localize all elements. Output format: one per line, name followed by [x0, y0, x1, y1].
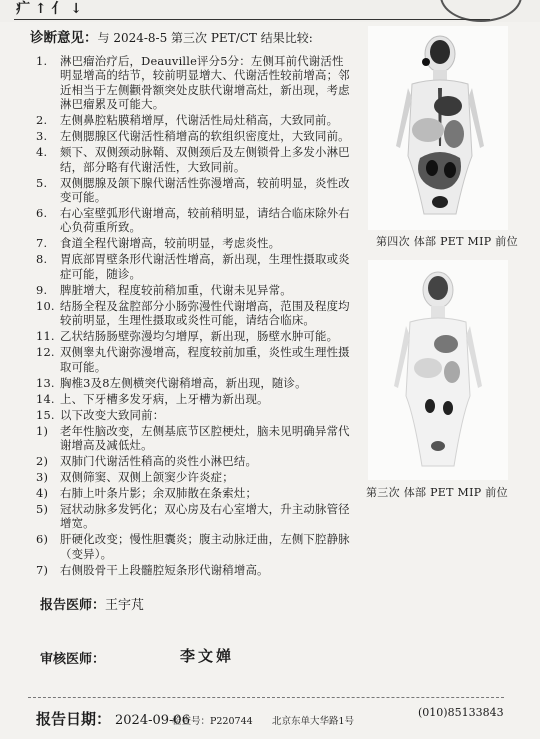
finding-number: 12. — [36, 345, 55, 360]
finding-item — [36, 54, 352, 112]
diagnosis-label: 诊断意见： — [30, 30, 98, 46]
finding-item — [36, 424, 352, 453]
finding-text: 双侧腮腺及颌下腺代谢活性弥漫增高，较前明显，炎性改变可能。 — [60, 175, 350, 205]
finding-text: 胃底部胃壁条形代谢活性增高，新出现，生理性摄取或炎症可能，随诊。 — [60, 252, 350, 281]
finding-text: 脾脏增大，程度较前稍加重，代谢未见异常。 — [60, 282, 292, 297]
finding-number: 5. — [36, 175, 48, 190]
finding-number: 2. — [36, 113, 48, 128]
finding-number: 8. — [36, 252, 48, 267]
finding-text: 左侧鼻腔粘膜稍增厚，代谢活性局灶稍高，大致同前。 — [60, 113, 339, 128]
finding-number: 6) — [36, 532, 49, 547]
finding-item — [36, 129, 352, 143]
finding-text: 冠状动脉多发钙化；双心房及右心室增大，升主动脉管径增宽。 — [60, 502, 350, 531]
finding-number: 11. — [36, 329, 55, 344]
report-date-value: 2024-09-06 — [115, 713, 190, 728]
finding-text: 右肺上叶条片影；余双肺散在条索灶； — [60, 486, 258, 501]
finding-number: 1) — [36, 423, 49, 438]
finding-text: 乙状结肠肠壁弥漫均匀增厚，新出现，肠壁水肿可能。 — [60, 329, 339, 344]
diagnosis-heading — [30, 26, 313, 46]
finding-text: 上、下牙槽多发牙病，上牙槽为新出现。 — [60, 391, 269, 406]
findings-list — [36, 54, 352, 579]
report-date — [36, 708, 190, 729]
finding-text: 双侧睾丸代谢弥漫增高，程度较前加重，炎性或生理性摄取可能。 — [60, 345, 350, 374]
finding-item — [36, 176, 352, 205]
reviewer-signature: 李文婵 — [180, 647, 235, 665]
finding-text: 老年性脑改变，左侧基底节区腔梗灶，脑未见明确异常代谢增高及减低灶。 — [60, 423, 350, 453]
finding-number: 13. — [36, 375, 55, 390]
finding-number: 3. — [36, 129, 48, 144]
reporter-row — [40, 594, 144, 613]
finding-item — [36, 376, 352, 390]
finding-text: 颏下、双侧颈动脉鞘、双侧颈后及左侧锁骨上多发小淋巴结，部分略有代谢活性，大致同前。 — [60, 145, 350, 174]
finding-item — [36, 236, 352, 250]
finding-item — [36, 345, 352, 374]
finding-number: 6. — [36, 206, 48, 221]
finding-text: 右侧股骨干上段髓腔短条形代谢稍增高。 — [60, 562, 269, 577]
finding-number: 9. — [36, 282, 48, 297]
finding-number: 4) — [36, 486, 49, 501]
report-date-label: 报告日期： — [36, 710, 112, 728]
hospital-phone: (010)85133843 — [418, 706, 504, 719]
finding-number: 15. — [36, 407, 55, 422]
reviewer-row — [40, 648, 340, 672]
finding-item — [36, 563, 352, 577]
finding-item — [36, 206, 352, 235]
top-text-fragment: 疒 ↑ 亻 ↓ — [16, 1, 83, 17]
finding-number: 3) — [36, 470, 49, 485]
reviewer-label: 审核医师： — [40, 652, 106, 667]
finding-number: 4. — [36, 145, 48, 160]
finding-text: 双侧筛窦、双侧上颌窦少许炎症； — [60, 470, 234, 485]
finding-number: 14. — [36, 391, 55, 406]
finding-number: 7) — [36, 562, 49, 577]
finding-item — [36, 392, 352, 406]
finding-item — [36, 329, 352, 343]
finding-item — [36, 470, 352, 484]
finding-number: 1. — [36, 54, 48, 68]
finding-item — [36, 502, 352, 531]
finding-item — [36, 532, 352, 561]
finding-number: 5) — [36, 502, 49, 517]
exam-number: 检查号：P220744 — [172, 716, 253, 727]
mip-4th-caption: 第四次 体部 PET MIP 前位 — [376, 235, 518, 248]
finding-item — [36, 486, 352, 500]
finding-text: 胸椎3及8左侧横突代谢稍增高，新出现，随诊。 — [60, 375, 307, 390]
finding-text: 左侧腮腺区代谢活性稍增高的软组织密度灶，大致同前。 — [60, 129, 350, 144]
hospital-address: 北京东单大华路1号 — [272, 716, 355, 727]
finding-text: 结肠全程及盆腔部分小肠弥漫性代谢增高，范围及程度均较前明显，生理性摄取或炎性可能，请结合临床。 — [60, 298, 350, 328]
pet-mip-image-3rd — [368, 260, 508, 480]
bottom-rule — [28, 697, 504, 698]
finding-item — [36, 283, 352, 297]
pet-mip-image-4th — [368, 26, 508, 230]
reporter-label: 报告医师： — [40, 598, 106, 613]
top-rule — [14, 19, 490, 20]
finding-text: 右心室壁弧形代谢增高，较前稍明显，请结合临床除外右心负荷重所致。 — [60, 206, 350, 235]
finding-number: 2) — [36, 454, 49, 469]
finding-item — [36, 408, 352, 422]
finding-item — [36, 113, 352, 127]
mip-3rd-caption: 第三次 体部 PET MIP 前位 — [366, 486, 508, 499]
finding-item — [36, 252, 352, 281]
finding-text: 肝硬化改变；慢性胆囊炎；腹主动脉迂曲，左侧下腔静脉（变异）。 — [60, 532, 350, 561]
finding-text: 淋巴瘤治疗后，Deauville评分5分：左侧耳前代谢活性明显增高的结节，较前明显增大、代谢活性较前增高；邻近相当于左侧颧骨额突处皮肤代谢增高灶，新出现，考虑淋巴瘤累及可能大。 — [60, 54, 350, 112]
finding-number: 7. — [36, 236, 48, 251]
finding-item — [36, 145, 352, 174]
reporter-name: 王宇芃 — [105, 598, 145, 613]
finding-text: 食道全程代谢增高，较前明显，考虑炎性。 — [60, 236, 281, 251]
finding-item — [36, 299, 352, 328]
finding-text: 以下改变大致同前： — [60, 407, 165, 422]
finding-number: 10. — [36, 298, 55, 313]
finding-text: 双肺门代谢活性稍高的炎性小淋巴结。 — [60, 454, 258, 469]
finding-item — [36, 454, 352, 468]
diagnosis-comparison: 与 2024-8-5 第三次 PET/CT 结果比较: — [97, 31, 313, 45]
